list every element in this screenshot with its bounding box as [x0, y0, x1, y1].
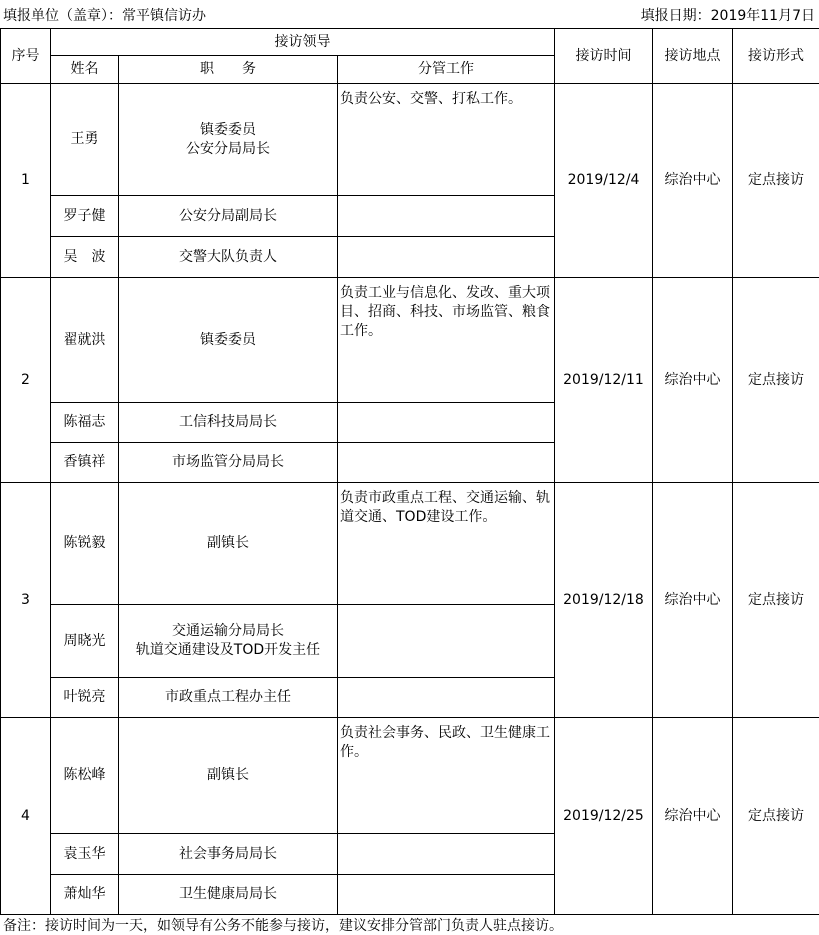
- position-line: 公安分局局长: [119, 140, 337, 159]
- leader-name: 吴 波: [51, 237, 119, 278]
- schedule-table: [0, 28, 819, 915]
- duty-cell: [338, 237, 555, 278]
- duty-cell: [338, 605, 555, 678]
- visit-form: 定点接访: [733, 718, 819, 915]
- leader-name: 香镇祥: [51, 443, 119, 483]
- leader-name: 陈松峰: [51, 718, 119, 834]
- leader-position: [119, 875, 338, 915]
- visit-time: 2019/12/4: [555, 84, 653, 278]
- visit-place: 综治中心: [653, 278, 733, 483]
- leader-position: [119, 605, 338, 678]
- position-line: 轨道交通建设及TOD开发主任: [119, 641, 337, 660]
- visit-place: 综治中心: [653, 84, 733, 278]
- leader-position: [119, 403, 338, 443]
- leader-position: [119, 196, 338, 237]
- table-row: [1, 278, 819, 403]
- leader-name: 陈福志: [51, 403, 119, 443]
- position-line: 镇委委员: [119, 331, 337, 350]
- leader-name: 陈锐毅: [51, 483, 119, 605]
- position-line: 公安分局副局长: [119, 207, 337, 226]
- leader-name: 叶锐亮: [51, 678, 119, 718]
- seq-cell: 4: [1, 718, 51, 915]
- visit-form: 定点接访: [733, 278, 819, 483]
- leader-position: [119, 278, 338, 403]
- visit-time: 2019/12/25: [555, 718, 653, 915]
- duty-cell: [338, 403, 555, 443]
- table-row: [1, 84, 819, 196]
- duty-cell: [338, 875, 555, 915]
- position-line: 镇委委员: [119, 121, 337, 140]
- header-place: 接访地点: [653, 29, 733, 84]
- position-line: 副镇长: [119, 534, 337, 553]
- position-line: 市政重点工程办主任: [119, 688, 337, 707]
- leader-position: [119, 483, 338, 605]
- seq-cell: 1: [1, 84, 51, 278]
- header-name: 姓名: [51, 56, 119, 84]
- reporting-unit: 填报单位（盖章）：常平镇信访办: [3, 5, 206, 25]
- duty-cell: [338, 678, 555, 718]
- position-line: 副镇长: [119, 766, 337, 785]
- leader-position: [119, 443, 338, 483]
- seq-cell: 2: [1, 278, 51, 483]
- table-row: [1, 483, 819, 605]
- header-duty: 分管工作: [338, 56, 555, 84]
- table-row: [1, 718, 819, 834]
- duty-cell: [338, 443, 555, 483]
- position-line: 社会事务局局长: [119, 845, 337, 864]
- position-line: 工信科技局局长: [119, 413, 337, 432]
- leader-position: [119, 678, 338, 718]
- header-position: 职 务: [119, 56, 338, 84]
- duty-cell: 负责工业与信息化、发改、重大项目、招商、科技、市场监管、粮食工作。: [338, 278, 555, 403]
- leader-name: 袁玉华: [51, 834, 119, 875]
- leader-name: 王勇: [51, 84, 119, 196]
- form-header: [0, 0, 819, 29]
- header-seq: 序号: [1, 29, 51, 84]
- header-leader-group: 接访领导: [51, 29, 555, 56]
- seq-cell: 3: [1, 483, 51, 718]
- visit-time: 2019/12/18: [555, 483, 653, 718]
- visit-place: 综治中心: [653, 483, 733, 718]
- header-form: 接访形式: [733, 29, 819, 84]
- visit-time: 2019/12/11: [555, 278, 653, 483]
- duty-cell: 负责公安、交警、打私工作。: [338, 84, 555, 196]
- footnote: 备注：接访时间为一天，如领导有公务不能参与接访，建议安排分管部门负责人驻点接访。: [3, 915, 563, 935]
- leader-name: 周晓光: [51, 605, 119, 678]
- position-line: 交警大队负责人: [119, 248, 337, 267]
- leader-name: 罗子健: [51, 196, 119, 237]
- leader-name: 萧灿华: [51, 875, 119, 915]
- leader-position: [119, 84, 338, 196]
- leader-position: [119, 237, 338, 278]
- position-line: 卫生健康局局长: [119, 885, 337, 904]
- duty-cell: [338, 834, 555, 875]
- duty-cell: 负责社会事务、民政、卫生健康工作。: [338, 718, 555, 834]
- leader-position: [119, 834, 338, 875]
- leader-name: 翟就洪: [51, 278, 119, 403]
- visit-form: 定点接访: [733, 483, 819, 718]
- visit-place: 综治中心: [653, 718, 733, 915]
- table-body: [1, 84, 819, 915]
- header-time: 接访时间: [555, 29, 653, 84]
- leader-position: [119, 718, 338, 834]
- position-line: 市场监管分局局长: [119, 453, 337, 472]
- table-header: [1, 29, 819, 84]
- reporting-date: 填报日期：2019年11月7日: [641, 5, 815, 25]
- duty-cell: 负责市政重点工程、交通运输、轨道交通、TOD建设工作。: [338, 483, 555, 605]
- duty-cell: [338, 196, 555, 237]
- position-line: 交通运输分局局长: [119, 622, 337, 641]
- visit-form: 定点接访: [733, 84, 819, 278]
